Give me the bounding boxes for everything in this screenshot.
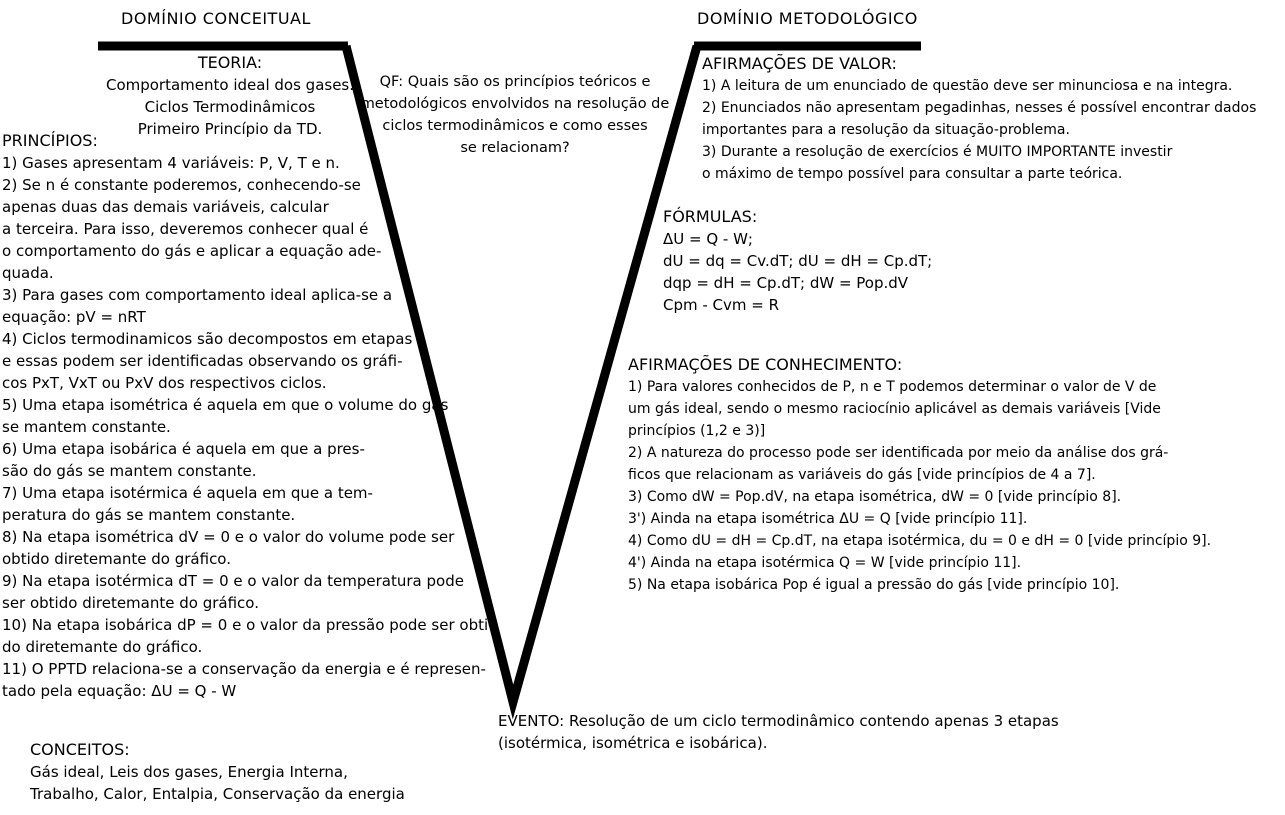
text-line: 5) Uma etapa isométrica é aquela em que o volume do gás (2, 396, 449, 414)
text-line: ser obtido diretemante do gráfico. (2, 594, 259, 612)
text-line: 5) Na etapa isobárica Pop é igual a pressão do gás [vide princípio 10]. (628, 577, 1120, 593)
afirmacoes-de-conhecimento-heading: AFIRMAÇÕES DE CONHECIMENTO: (628, 355, 903, 374)
text-line: 10) Na etapa isobárica dP = 0 e o valor da pressão pode ser obti- (2, 616, 494, 634)
text-line: Comportamento ideal dos gases. (105, 76, 355, 94)
text-line: Primeiro Princípio da TD. (137, 120, 323, 138)
text-line: 2) A natureza do processo pode ser identificada por meio da análise dos grá- (628, 445, 1169, 461)
afirmacoes-de-conhecimento-lines (628, 376, 1211, 596)
text-line: o máximo de tempo possível para consultar a parte teórica. (702, 166, 1123, 182)
text-line: princípios (1,2 e 3)] (628, 423, 766, 439)
evento-lines (498, 710, 1059, 754)
principios-lines (2, 152, 494, 702)
formulas-section (663, 206, 932, 316)
conceitos-section (30, 739, 405, 805)
focus-question (348, 71, 682, 159)
text-line: Ciclos Termodinâmicos (144, 98, 316, 116)
text-line: equação: pV = nRT (2, 308, 146, 326)
text-line: Trabalho, Calor, Entalpia, Conservação da energia (30, 785, 405, 803)
teoria-section (95, 52, 365, 140)
text-line: 2) Se n é constante poderemos, conhecendo-se (2, 176, 361, 194)
text-line: se relacionam? (460, 140, 570, 156)
text-line: 4) Como dU = dH = Cp.dT, na etapa isotérmica, du = 0 e dH = 0 [vide princípio 9]. (628, 533, 1212, 549)
text-line: apenas duas das demais variáveis, calcular (2, 198, 329, 216)
text-line: 8) Na etapa isométrica dV = 0 e o valor do volume pode ser (2, 528, 455, 546)
text-line: 4') Ainda na etapa isotérmica Q = W [vide princípio 11]. (628, 555, 1022, 571)
text-line: dqp = dH = Cp.dT; dW = Pop.dV (663, 274, 909, 292)
text-line: dU = dq = Cv.dT; dU = dH = Cp.dT; (663, 252, 933, 270)
methodological-domain-title: DOMÍNIO METODOLÓGICO (697, 9, 918, 28)
text-line: ficos que relacionam as variáveis do gás [vide princípios de 4 a 7]. (628, 467, 1096, 483)
principios-section (2, 130, 494, 702)
text-line: do diretemante do gráfico. (2, 638, 203, 656)
teoria-heading: TEORIA: (197, 53, 263, 72)
formulas-heading: FÓRMULAS: (663, 207, 758, 226)
text-line: 1) Gases apresentam 4 variáveis: P, V, T e n. (2, 154, 340, 172)
text-line: um gás ideal, sendo o mesmo raciocínio aplicável as demais variáveis [Vide (628, 401, 1161, 417)
text-line: 3') Ainda na etapa isométrica ΔU = Q [vide princípio 11]. (628, 511, 1028, 527)
text-line: metodológicos envolvidos na resolução de (360, 96, 670, 112)
text-line: Cpm - Cvm = R (663, 296, 780, 314)
text-line: 3) Para gases com comportamento ideal aplica-se a (2, 286, 393, 304)
text-line: 1) Para valores conhecidos de P, n e T podemos determinar o valor de V de (628, 379, 1157, 395)
formulas-lines (663, 228, 932, 316)
text-line: 1) A leitura de um enunciado de questão deve ser minunciosa e na integra. (702, 78, 1233, 94)
text-line: 6) Uma etapa isobárica é aquela em que a pres- (2, 440, 365, 458)
text-line: 3) Durante a resolução de exercícios é MUITO IMPORTANTE investir (702, 144, 1173, 160)
text-line: (isotérmica, isométrica e isobárica). (498, 734, 768, 752)
focus-question-lines (348, 71, 682, 159)
text-line: 7) Uma etapa isotérmica é aquela em que a tem- (2, 484, 373, 502)
afirmacoes-de-conhecimento-section (628, 354, 1211, 596)
text-line: 2) Enunciados não apresentam pegadinhas, nesses é possível encontrar dados (702, 100, 1257, 116)
text-line: EVENTO: Resolução de um ciclo termodinâmico contendo apenas 3 etapas (498, 712, 1059, 730)
text-line: 3) Como dW = Pop.dV, na etapa isométrica, dW = 0 [vide princípio 8]. (628, 489, 1122, 505)
afirmacoes-de-valor-section (702, 53, 1256, 185)
text-line: obtido diretemante do gráfico. (2, 550, 231, 568)
text-line: ΔU = Q - W; (663, 230, 753, 248)
text-line: 9) Na etapa isotérmica dT = 0 e o valor da temperatura pode (2, 572, 464, 590)
afirmacoes-de-valor-lines (702, 75, 1256, 185)
conceptual-domain-title: DOMÍNIO CONCEITUAL (121, 9, 311, 28)
text-line: o comportamento do gás e aplicar a equação ade- (2, 242, 382, 260)
text-line: QF: Quais são os princípios teóricos e (379, 74, 651, 90)
text-line: Gás ideal, Leis dos gases, Energia Interna, (30, 763, 348, 781)
text-line: 4) Ciclos termodinamicos são decompostos em etapas (2, 330, 413, 348)
text-line: a terceira. Para isso, deveremos conhecer qual é (2, 220, 369, 238)
text-line: quada. (2, 264, 54, 282)
evento-section (498, 710, 1059, 754)
conceitos-heading: CONCEITOS: (30, 740, 130, 759)
text-line: são do gás se mantem constante. (2, 462, 257, 480)
principios-heading: PRINCÍPIOS: (2, 131, 98, 150)
text-line: ciclos termodinâmicos e como esses (382, 118, 648, 134)
conceitos-lines (30, 761, 405, 805)
text-line: tado pela equação: ΔU = Q - W (2, 682, 237, 700)
text-line: cos PxT, VxT ou PxV dos respectivos ciclos. (2, 374, 327, 392)
text-line: e essas podem ser identificadas observando os gráfi- (2, 352, 403, 370)
text-line: se mantem constante. (2, 418, 171, 436)
text-line: peratura do gás se mantem constante. (2, 506, 296, 524)
text-line: 11) O PPTD relaciona-se a conservação da energia e é represen- (2, 660, 486, 678)
afirmacoes-de-valor-heading: AFIRMAÇÕES DE VALOR: (702, 54, 897, 73)
text-line: importantes para a resolução da situação-problema. (702, 122, 1070, 138)
